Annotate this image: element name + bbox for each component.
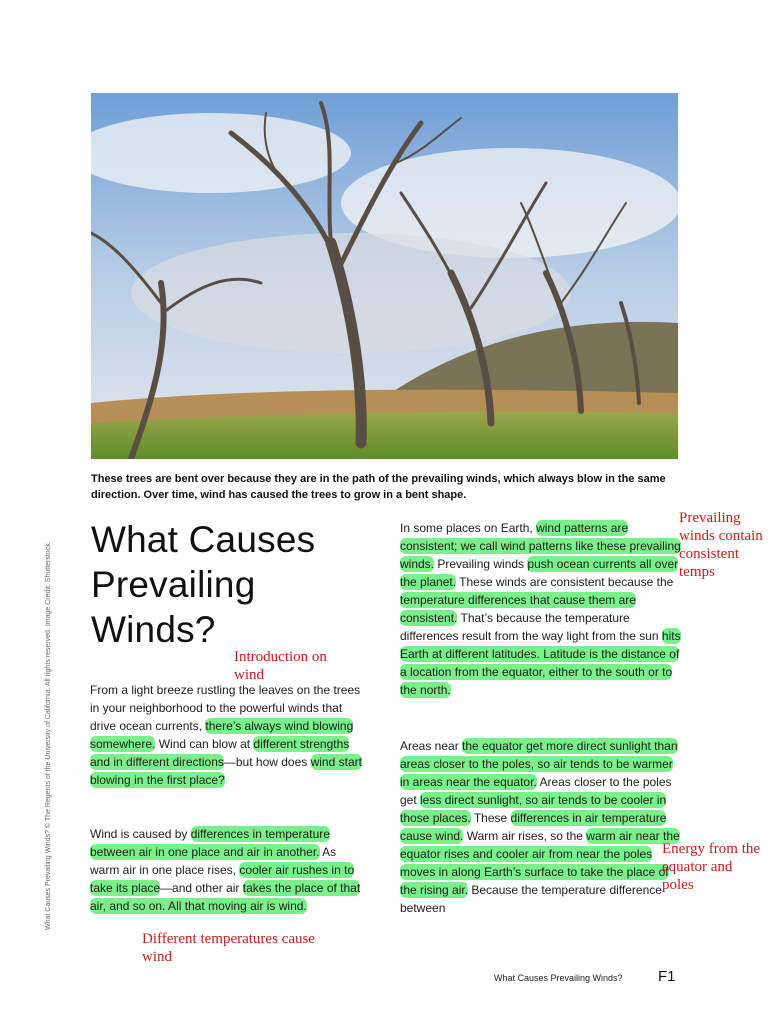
annotation-energy: Energy from the equator and poles [662, 841, 761, 893]
photo-caption: These trees are bent over because they are in the path of the prevailing winds, which always blow in the same direction. Over time, wind has caused the trees to grow in a bent shape. [91, 473, 666, 501]
highlight: temperature differences that cause them are consistent. [400, 593, 636, 625]
sidebar-credit: What Causes Prevailing Winds? © The Regents of the University of California. All rights reserved. Image Credit: Shutterstock. [45, 541, 52, 930]
paragraph-equator: Areas near the equator get more direct sunlight than areas closer to the poles, so air tends to be warmer in areas near the equator. Areas closer to the poles get less direct sunlight, so air tends to be cooler in those places. These differences in air temperature cause wind. Warm air rises, so the warm air near the equator rises and cooler air from near the poles moves in along Earth’s surface to take the place of the rising air. Because the temperature difference between [400, 739, 680, 915]
highlight: less direct sunlight, so air tends to be cooler in those places. [400, 793, 667, 825]
tree-photo-icon [91, 93, 678, 459]
highlight: wind patterns are consistent; we call wind patterns like these prevailing winds. [400, 521, 681, 571]
paragraph-prevailing: In some places on Earth, wind patterns are consistent; we call wind patterns like these prevailing winds. Prevailing winds push ocean currents all over the planet. These winds are consistent because the temperature differences that cause them are consistent. That’s because the temperature differences result from the way light from the sun hits Earth at different latitudes. Latitude is the distance of a location from the equator, either to the south or to the north. [400, 521, 681, 697]
highlight: differences in air temperature cause wind. [400, 811, 667, 843]
page-title: What Causes Prevailing Winds? [91, 519, 316, 650]
highlight: the equator get more direct sunlight than areas closer to the poles, so air tends to be warmer in areas near the equator. [400, 739, 678, 789]
highlight: there’s always wind blowing somewhere. [90, 719, 354, 751]
highlight: different strengths and in different directions [90, 737, 350, 769]
annotation-temperatures: Different temperatures cause wind [142, 931, 315, 965]
annotation-prevailing: Prevailing winds contain consistent temps [679, 510, 763, 580]
footer-title: What Causes Prevailing Winds? [494, 973, 623, 983]
highlight: takes the place of that air, and so on. All that moving air is wind. [90, 881, 361, 913]
highlight: warm air near the equator rises and cooler air from near the poles moves in along Earth’s surface to take the place of the rising air. [400, 829, 680, 897]
highlight: differences in temperature between air in one place and air in another. [90, 827, 330, 859]
highlight: hits Earth at different latitudes. Latitude is the distance of a location from the equator, either to the south or to the north. [400, 629, 681, 697]
highlight: wind start blowing in the first place? [90, 755, 362, 787]
highlight: push ocean currents all over the planet. [400, 557, 679, 589]
annotation-intro: Introduction on wind [234, 649, 327, 683]
tree-photo [91, 93, 678, 459]
highlight: cooler air rushes in to take its place [90, 863, 355, 895]
page-number: F1 [658, 968, 676, 985]
paragraph-intro: From a light breeze rustling the leaves on the trees in your neighborhood to the powerful winds that drive ocean currents, there’s always wind blowing somewhere. Wind can blow at different strengths and in different directions—but how does wind start blowing in the first place? [90, 683, 362, 787]
paragraph-wind-cause: Wind is caused by differences in temperature between air in one place and air in another. As warm air in one place rises, cooler air rushes in to take its place—and other air takes the place of that air, and so on. All that moving air is wind. [90, 827, 361, 913]
